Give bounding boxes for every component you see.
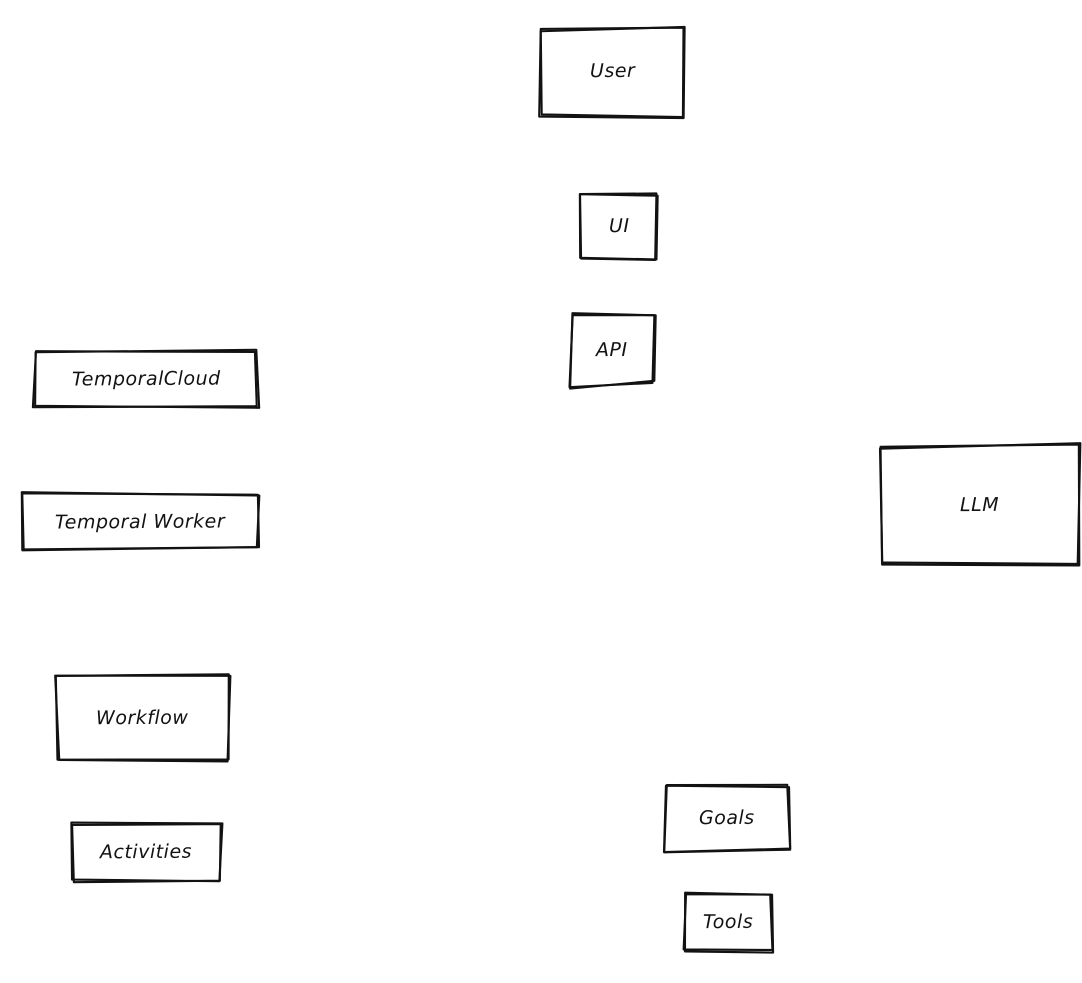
node-label-temporal-cloud: TemporalCloud	[71, 367, 221, 391]
node-tools[interactable]	[684, 895, 772, 950]
node-user[interactable]	[541, 26, 685, 116]
node-activities[interactable]	[73, 824, 220, 881]
node-label-user: User	[590, 59, 636, 82]
node-temporal-cloud[interactable]	[34, 351, 258, 407]
node-label-goals: Goals	[699, 806, 755, 830]
node-ui[interactable]	[581, 192, 657, 261]
node-goals[interactable]	[664, 785, 790, 852]
node-label-api: API	[596, 338, 628, 361]
node-label-ui: UI	[608, 214, 630, 238]
node-temporal-worker[interactable]	[21, 494, 260, 550]
node-workflow[interactable]	[56, 674, 229, 762]
node-label-activities: Activities	[100, 840, 193, 864]
node-label-workflow: Workflow	[96, 706, 189, 729]
node-label-temporal-worker: Temporal Worker	[55, 510, 226, 534]
node-llm[interactable]	[880, 444, 1080, 566]
node-label-tools: Tools	[702, 910, 754, 934]
node-api[interactable]	[570, 314, 654, 386]
node-label-llm: LLM	[960, 493, 1000, 516]
